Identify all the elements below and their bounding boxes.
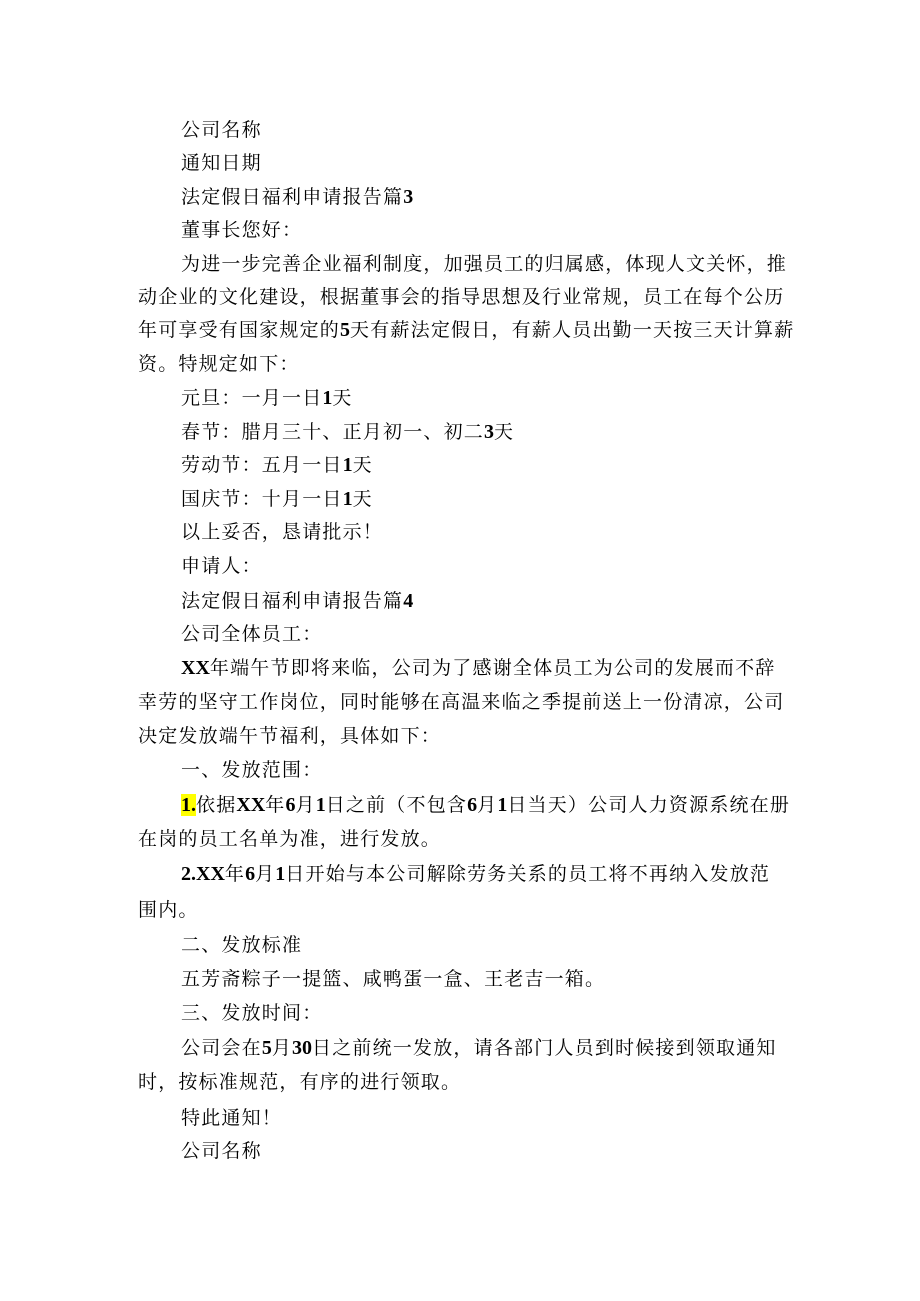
number: 1 [342,454,353,476]
para-1-line-4 [138,352,300,376]
text: 公司名称 [181,1140,262,1162]
text: 天 [352,488,373,510]
item-2-line-1 [181,862,770,886]
text: 资。特规定如下： [138,353,300,375]
highlighted-number: 1. [181,794,196,816]
text: 日开始与本公司解除劳务关系的员工将不再纳入发放范 [285,863,771,885]
salutation-staff [181,622,322,646]
text: 月 [271,1037,293,1059]
text: 以上妥否，恳请批示！ [181,521,384,543]
notice-date [181,151,262,175]
number: 1 [275,863,286,885]
number: XX [181,657,210,679]
number: 6 [467,794,478,816]
number: 2.XX [181,863,225,885]
number: XX [236,794,266,816]
text: 日之前（不包含 [325,794,468,816]
text: 五芳斋粽子一提篮、咸鸭蛋一盒、王老吉一箱。 [181,968,606,990]
text: 日当天）公司人力资源系统在册 [507,794,791,816]
text: 春节：腊月三十、正月初一、初二 [181,421,485,443]
text: 国庆节：十月一日 [181,488,343,510]
heading-3 [181,185,413,209]
holiday-national [181,487,373,511]
item-1-line-1 [181,793,790,817]
text: 特此通知！ [181,1107,283,1129]
para-2-line-3 [138,724,441,748]
holiday-labor [181,453,373,477]
text: 董事长您好： [181,219,303,241]
item-1-line-2 [138,827,441,851]
text: 年可享受有国家规定的 [138,319,341,341]
text: 一、发放范围： [181,759,323,781]
number: 6 [245,863,256,885]
text: 二、发放标准 [181,934,303,956]
para-2-line-2 [138,690,784,714]
number: 5 [340,319,351,341]
time-line-1 [181,1036,777,1060]
text: 月 [255,863,276,885]
text: 月 [295,794,316,816]
para-1-line-1 [181,252,787,276]
para-1-line-2 [138,285,784,309]
item-2-line-2 [138,898,199,922]
text: 公司全体员工： [181,623,323,645]
text: 申请人： [181,555,262,577]
holiday-spring [181,420,514,444]
text: 天有薪法定假日，有薪人员出勤一天按三天计算薪 [350,319,795,341]
text: 法定假日福利申请报告篇 [181,590,404,612]
text: 公司名称 [181,119,262,141]
text: 年 [224,863,246,885]
text: 劳动节：五月一日 [181,454,343,476]
text: 法定假日福利申请报告篇 [181,186,404,208]
text: 月 [477,794,498,816]
text: 元旦：一月一日 [181,387,323,409]
text: 时，按标准规范，有序的进行领取。 [138,1071,462,1093]
number: 30 [292,1037,313,1059]
section-1-title [181,758,322,782]
special-notice [181,1106,282,1130]
number: 6 [285,794,296,816]
text: 动企业的文化建设，根据董事会的指导思想及行业常规，员工在每个公历 [138,286,785,308]
heading-4 [181,589,413,613]
number: 1 [322,387,333,409]
text: 依据 [196,794,237,816]
text: 日之前统一发放，请各部门人员到时候接到领取通知 [312,1037,777,1059]
para-1-line-3 [138,318,794,342]
section-2-title [181,933,302,957]
text: 三、发放时间： [181,1002,323,1024]
text: 天 [332,387,353,409]
company-name-2 [181,1139,262,1163]
text: 天 [494,421,515,443]
para-2-line-1 [181,656,776,680]
text: 年端午节即将来临，公司为了感谢全体员工为公司的发展而不辞 [209,657,776,679]
number: 1 [497,794,508,816]
salutation-chairman [181,218,302,242]
text: 围内。 [138,899,199,921]
number: 4 [403,590,414,612]
company-name-1 [181,118,262,142]
section-3-title [181,1001,322,1025]
number: 3 [403,186,414,208]
text: 公司会在 [181,1037,262,1059]
text: 幸劳的坚守工作岗位，同时能够在高温来临之季提前送上一份清凉，公司 [138,691,785,713]
text: 在岗的员工名单为准，进行发放。 [138,828,442,850]
applicant [181,554,262,578]
number: 1 [315,794,326,816]
time-line-2 [138,1070,461,1094]
number: 3 [484,421,495,443]
text: 天 [352,454,373,476]
number: 1 [342,488,353,510]
standard-items [181,967,605,991]
request-approval [181,520,383,544]
text: 决定发放端午节福利，具体如下： [138,725,442,747]
text: 为进一步完善企业福利制度，加强员工的归属感，体现人文关怀，推 [181,253,788,275]
holiday-new-year [181,386,353,410]
text: 年 [265,794,286,816]
text: 通知日期 [181,152,262,174]
number: 5 [261,1037,272,1059]
